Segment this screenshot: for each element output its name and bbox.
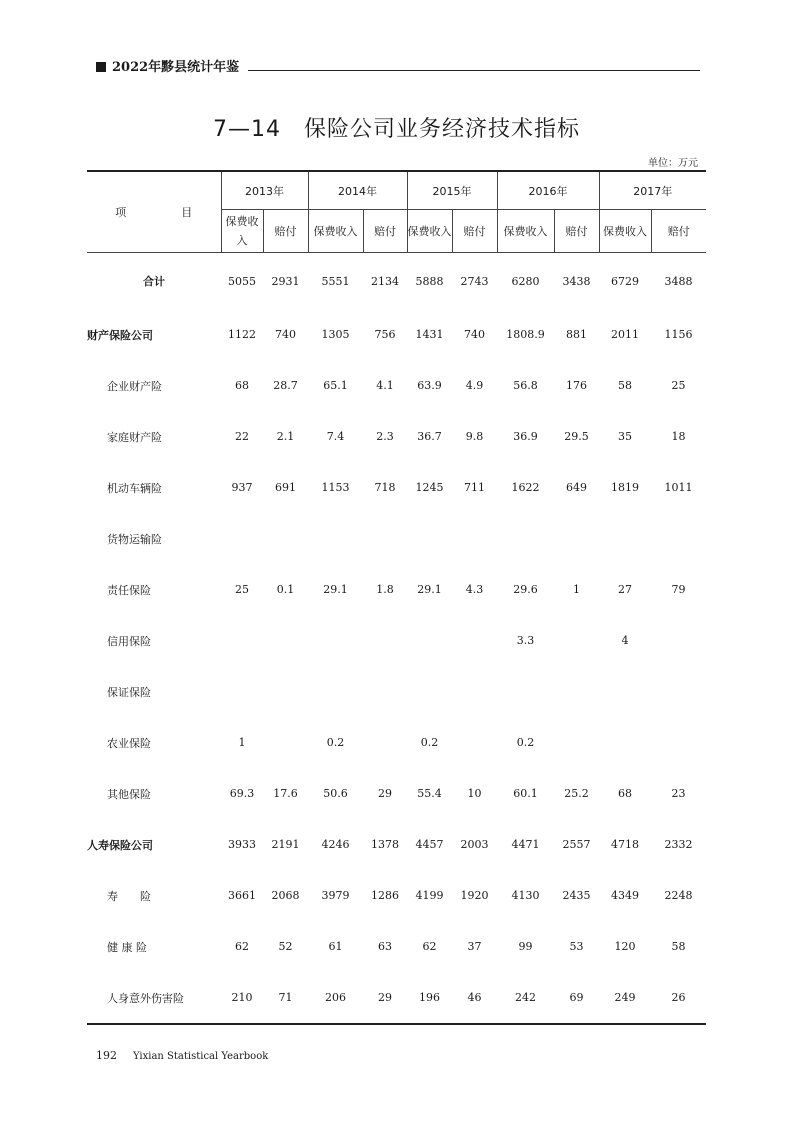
table-cell: 17.6 [273, 787, 298, 800]
table-cell: 62 [422, 940, 437, 953]
table-cell: 4.1 [376, 379, 394, 392]
table-cell [651, 666, 706, 717]
table-row [87, 717, 706, 768]
table-cell: 5551 [321, 274, 350, 288]
table-row [87, 666, 706, 717]
table-cell: 58 [671, 940, 686, 953]
table-cell: 29.6 [513, 583, 538, 596]
row-label: 健 康 险 [107, 940, 147, 954]
table-row [87, 253, 706, 310]
table-cell: 937 [231, 481, 253, 494]
table-cell: 28.7 [273, 379, 298, 392]
table-cell [263, 717, 308, 768]
table-cell: 23 [671, 787, 686, 800]
table-cell: 69.3 [229, 787, 255, 800]
claims-header: 赔付 [363, 210, 407, 253]
table-cell: 37 [467, 940, 482, 953]
row-label: 合计 [143, 275, 165, 288]
table-cell [599, 666, 651, 717]
table-cell: 1.8 [376, 583, 394, 596]
table-cell: 1622 [511, 481, 540, 494]
footer-text: Yixian Statistical Yearbook [133, 1051, 269, 1062]
table-row [87, 972, 706, 1024]
table-cell: 4718 [611, 838, 639, 851]
table-cell [363, 615, 407, 666]
claims-header: 赔付 [452, 210, 497, 253]
table-cell: 4.9 [465, 379, 484, 392]
table-cell: 210 [231, 991, 253, 1004]
row-label: 其他保险 [107, 787, 151, 801]
table-cell: 1431 [415, 328, 444, 341]
table-cell [452, 615, 497, 666]
table-cell [308, 513, 363, 564]
claims-header: 赔付 [554, 210, 599, 253]
table-cell [407, 666, 452, 717]
table-row [87, 411, 706, 462]
table-cell: 649 [566, 481, 587, 494]
table-cell: 4349 [611, 889, 639, 902]
table-cell: 3933 [228, 838, 256, 851]
table-cell: 3979 [321, 889, 350, 902]
table-cell [308, 615, 363, 666]
table-cell: 691 [275, 481, 296, 494]
table-cell: 206 [325, 991, 346, 1004]
table-cell [599, 513, 651, 564]
table-cell: 2191 [271, 838, 300, 851]
running-header [96, 56, 239, 75]
table-cell [497, 666, 554, 717]
table-row [87, 921, 706, 972]
page-title: 7—14 保险公司业务经济技术指标 [213, 117, 580, 142]
table-cell: 5055 [228, 274, 256, 288]
header-rule [248, 70, 700, 71]
table-cell: 25.2 [564, 787, 589, 800]
table-cell: 4.3 [465, 583, 484, 596]
square-bullet-icon [96, 62, 106, 72]
row-label: 货物运输险 [107, 532, 162, 546]
row-label: 人身意外伤害险 [107, 991, 184, 1005]
table-cell: 718 [374, 481, 396, 494]
table-cell: 740 [275, 328, 296, 341]
table-cell: 36.9 [513, 430, 538, 443]
table-cell: 120 [614, 940, 636, 953]
premium-income-header: 保费收入 [599, 210, 651, 253]
table-cell: 69 [569, 991, 584, 1004]
row-label: 寿 险 [107, 889, 151, 903]
table-cell [497, 513, 554, 564]
table-cell [554, 615, 599, 666]
year-header: 2014年 [308, 171, 407, 210]
row-label: 家庭财产险 [107, 430, 162, 444]
table-row [87, 615, 706, 666]
table-cell: 2248 [664, 889, 693, 902]
table-cell [554, 513, 599, 564]
table-cell: 1 [238, 736, 246, 749]
year-header: 2015年 [407, 171, 497, 210]
table-cell: 52 [278, 940, 293, 953]
table-cell: 25 [671, 379, 686, 392]
table-row [87, 309, 706, 360]
table-cell: 2134 [371, 274, 399, 288]
table-cell [599, 717, 651, 768]
table-cell: 68 [235, 379, 249, 392]
table-cell: 6729 [611, 274, 639, 288]
table-row [87, 768, 706, 819]
table-cell: 22 [235, 430, 249, 443]
table-cell: 4 [621, 634, 629, 647]
table-cell: 53 [569, 940, 584, 953]
table-cell: 79 [671, 583, 686, 596]
unit-label: 单位：万元 [648, 158, 698, 169]
table-cell: 196 [419, 991, 440, 1004]
claims-header: 赔付 [263, 210, 308, 253]
row-label: 保证保险 [107, 685, 151, 699]
header-text: 2022年黟县统计年鉴 [112, 60, 240, 75]
table-cell [407, 513, 452, 564]
year-header: 2016年 [497, 171, 599, 210]
table-cell: 2.1 [276, 430, 295, 443]
table-cell: 1305 [321, 328, 350, 341]
table-cell: 1011 [664, 481, 693, 494]
table-cell [452, 717, 497, 768]
table-cell [263, 513, 308, 564]
table-cell: 176 [566, 379, 587, 392]
table-cell [363, 666, 407, 717]
table-cell: 4130 [511, 889, 540, 902]
table-cell: 2011 [611, 328, 639, 341]
table-cell: 2435 [562, 889, 591, 902]
table-cell [452, 666, 497, 717]
table-cell: 1286 [371, 889, 399, 902]
table-cell: 55.4 [417, 787, 442, 800]
row-label: 责任保险 [107, 583, 151, 597]
table-cell: 1920 [460, 889, 489, 902]
table-cell: 61 [328, 940, 343, 953]
table-cell: 29.1 [323, 583, 348, 596]
table-cell: 56.8 [513, 379, 538, 392]
table-cell: 29.5 [564, 430, 589, 443]
table-cell [554, 717, 599, 768]
year-header: 2017年 [599, 171, 706, 210]
premium-income-header: 保费收入 [221, 210, 263, 253]
table-cell [263, 666, 308, 717]
row-label: 机动车辆险 [107, 481, 162, 495]
table-cell [363, 717, 407, 768]
table-cell: 4246 [321, 838, 350, 851]
table-cell [407, 615, 452, 666]
table-cell: 2003 [460, 838, 489, 851]
premium-income-header: 保费收入 [497, 210, 554, 253]
table-cell [554, 666, 599, 717]
table-cell: 2931 [271, 274, 300, 288]
table-cell: 58 [618, 379, 632, 392]
table-cell [651, 513, 706, 564]
table-cell: 63 [378, 940, 392, 953]
row-label: 财产保险公司 [87, 328, 153, 342]
table-cell: 9.8 [465, 430, 484, 443]
table-cell: 4199 [415, 889, 444, 902]
table-cell: 0.2 [516, 736, 535, 749]
table-cell: 62 [235, 940, 249, 953]
premium-income-header: 保费收入 [308, 210, 363, 253]
table-cell: 1153 [321, 481, 350, 494]
table-cell: 6280 [511, 274, 540, 288]
table-cell: 50.6 [323, 787, 348, 800]
table-row [87, 819, 706, 870]
table-cell: 0.1 [276, 583, 295, 596]
table-cell: 36.7 [417, 430, 442, 443]
table-row [87, 870, 706, 921]
table-cell: 4457 [415, 838, 444, 851]
table-row [87, 513, 706, 564]
table-cell: 1819 [611, 481, 639, 494]
table-cell: 29.1 [417, 583, 442, 596]
table-cell [263, 615, 308, 666]
table-cell: 2332 [664, 838, 693, 851]
table-cell: 99 [518, 940, 533, 953]
table-cell: 46 [467, 991, 482, 1004]
table-cell: 18 [671, 430, 686, 443]
table-cell: 249 [614, 991, 636, 1004]
table-cell: 881 [566, 328, 587, 341]
table-cell [651, 615, 706, 666]
table-cell: 3661 [228, 889, 256, 902]
table-cell [363, 513, 407, 564]
table-cell: 25 [235, 583, 249, 596]
table-cell: 2068 [271, 889, 300, 902]
table-cell: 2743 [460, 274, 489, 288]
page-number: 192 [96, 1049, 117, 1062]
table-cell: 3438 [562, 274, 591, 288]
table-cell: 29 [378, 991, 392, 1004]
table-cell: 1122 [228, 328, 256, 341]
table-row [87, 462, 706, 513]
table-cell: 3.3 [516, 634, 535, 647]
table-cell: 1156 [664, 328, 693, 341]
table-cell: 2.3 [376, 430, 394, 443]
row-label: 人寿保险公司 [87, 838, 153, 852]
table-cell: 740 [464, 328, 485, 341]
premium-income-header: 保费收入 [407, 210, 452, 253]
table-cell: 7.4 [326, 430, 345, 443]
table-cell: 711 [464, 481, 485, 494]
row-label: 农业保险 [107, 736, 151, 750]
claims-header: 赔付 [651, 210, 706, 253]
item-column-header: 项 目 [87, 171, 221, 253]
table-cell [651, 717, 706, 768]
table-cell: 756 [374, 328, 396, 341]
table-cell: 0.2 [326, 736, 345, 749]
table-cell: 2557 [562, 838, 591, 851]
table-cell: 3488 [664, 274, 693, 288]
table-cell: 65.1 [323, 379, 348, 392]
row-label: 信用保险 [107, 634, 151, 648]
table-cell: 35 [618, 430, 632, 443]
table-cell: 1808.9 [506, 328, 545, 341]
table-cell: 68 [618, 787, 632, 800]
table-cell: 1378 [371, 838, 399, 851]
table-cell: 1 [573, 583, 580, 596]
table-cell: 10 [467, 787, 482, 800]
table-cell: 71 [278, 991, 293, 1004]
table-cell: 4471 [511, 838, 540, 851]
table-cell: 27 [618, 583, 632, 596]
table-cell: 1245 [415, 481, 444, 494]
table-cell: 242 [515, 991, 536, 1004]
page-footer [96, 1049, 268, 1062]
year-header: 2013年 [221, 171, 308, 210]
table-row [87, 564, 706, 615]
table-cell [308, 666, 363, 717]
row-label: 企业财产险 [107, 379, 162, 393]
table-row [87, 360, 706, 411]
table-cell [221, 666, 263, 717]
table-cell: 60.1 [513, 787, 538, 800]
table-cell [221, 513, 263, 564]
table-cell [452, 513, 497, 564]
table-cell: 63.9 [417, 379, 442, 392]
insurance-table [87, 170, 706, 1025]
table-cell [221, 615, 263, 666]
table-cell: 29 [378, 787, 392, 800]
table-cell: 0.2 [420, 736, 439, 749]
table-cell: 5888 [415, 274, 444, 288]
table-cell: 26 [671, 991, 686, 1004]
